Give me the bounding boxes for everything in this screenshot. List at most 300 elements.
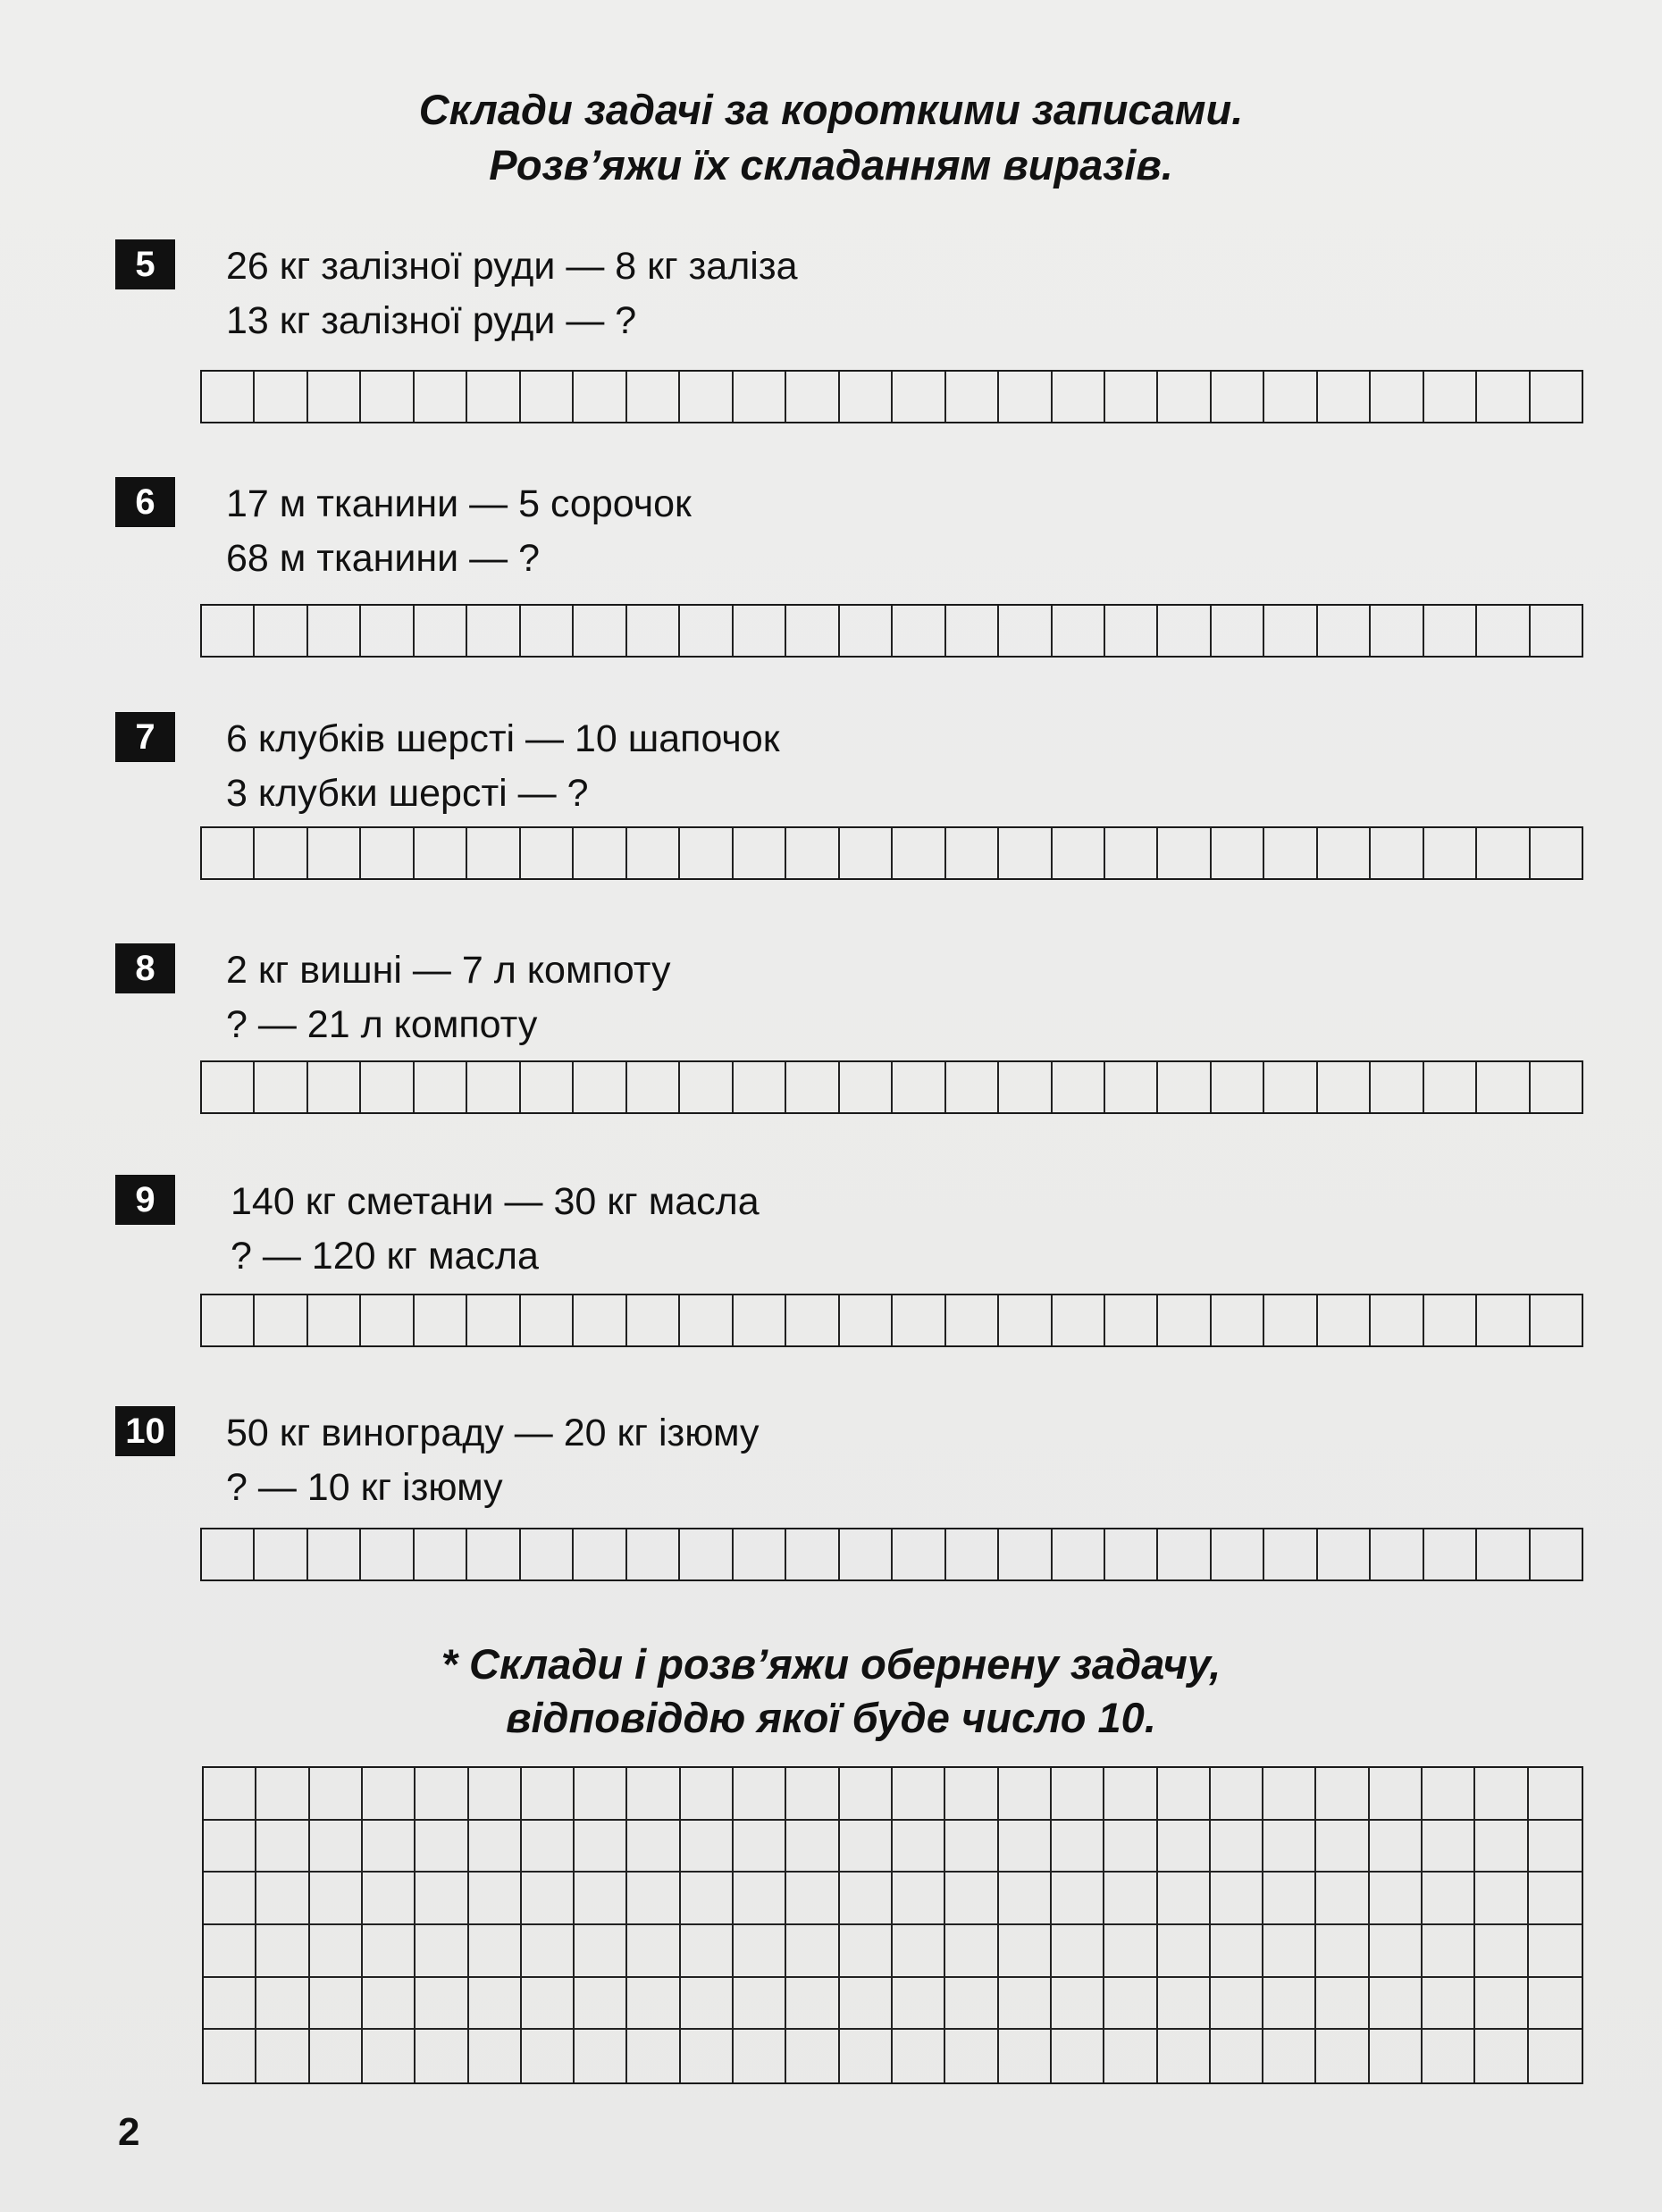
answer-cell[interactable] (1424, 828, 1477, 878)
grid-cell[interactable] (1316, 1925, 1369, 1978)
grid-cell[interactable] (575, 1925, 627, 1978)
answer-cell[interactable] (999, 1295, 1052, 1345)
answer-cell[interactable] (1424, 372, 1477, 422)
answer-row[interactable] (200, 1060, 1583, 1114)
answer-cell[interactable] (361, 1529, 414, 1579)
grid-cell[interactable] (1263, 2030, 1316, 2082)
grid-cell[interactable] (1529, 1978, 1582, 2031)
grid-cell[interactable] (1052, 1925, 1104, 1978)
grid-cell[interactable] (627, 1768, 680, 1821)
answer-cell[interactable] (1371, 1062, 1423, 1112)
grid-cell[interactable] (945, 2030, 998, 2082)
answer-cell[interactable] (627, 1529, 680, 1579)
answer-cell[interactable] (893, 828, 945, 878)
grid-cell[interactable] (1104, 1978, 1157, 2031)
grid-cell[interactable] (1316, 2030, 1369, 2082)
grid-cell[interactable] (1316, 1873, 1369, 1925)
answer-cell[interactable] (1477, 1529, 1530, 1579)
answer-cell[interactable] (734, 1062, 786, 1112)
grid-cell[interactable] (416, 1873, 468, 1925)
answer-cell[interactable] (255, 828, 307, 878)
grid-cell[interactable] (522, 1768, 575, 1821)
answer-cell[interactable] (202, 1295, 255, 1345)
answer-cell[interactable] (786, 372, 839, 422)
grid-cell[interactable] (1423, 1768, 1475, 1821)
answer-cell[interactable] (1158, 1295, 1211, 1345)
grid-cell[interactable] (363, 1821, 416, 1873)
answer-cell[interactable] (1158, 1062, 1211, 1112)
answer-cell[interactable] (1105, 1062, 1158, 1112)
answer-cell[interactable] (1371, 606, 1423, 656)
grid-cell[interactable] (575, 1768, 627, 1821)
grid-cell[interactable] (204, 1978, 256, 2031)
grid-cell[interactable] (416, 1821, 468, 1873)
grid-cell[interactable] (1423, 1978, 1475, 2031)
answer-cell[interactable] (202, 828, 255, 878)
answer-cell[interactable] (1053, 1062, 1105, 1112)
grid-cell[interactable] (1104, 2030, 1157, 2082)
answer-cell[interactable] (255, 372, 307, 422)
answer-cell[interactable] (1531, 1529, 1582, 1579)
answer-cell[interactable] (893, 372, 945, 422)
grid-cell[interactable] (1263, 1821, 1316, 1873)
answer-cell[interactable] (734, 606, 786, 656)
answer-cell[interactable] (1531, 606, 1582, 656)
answer-cell[interactable] (627, 1062, 680, 1112)
grid-cell[interactable] (310, 2030, 363, 2082)
grid-cell[interactable] (786, 1978, 839, 2031)
grid-cell[interactable] (522, 1821, 575, 1873)
answer-cell[interactable] (1264, 1295, 1317, 1345)
grid-cell[interactable] (1104, 1768, 1157, 1821)
answer-cell[interactable] (574, 1529, 626, 1579)
answer-cell[interactable] (361, 606, 414, 656)
answer-cell[interactable] (893, 1062, 945, 1112)
grid-cell[interactable] (310, 1768, 363, 1821)
grid-cell[interactable] (627, 1925, 680, 1978)
answer-cell[interactable] (1371, 372, 1423, 422)
grid-cell[interactable] (469, 1978, 522, 2031)
answer-grid[interactable] (202, 1766, 1583, 2084)
answer-cell[interactable] (893, 1529, 945, 1579)
answer-cell[interactable] (202, 606, 255, 656)
answer-row[interactable] (200, 604, 1583, 658)
answer-cell[interactable] (574, 828, 626, 878)
grid-cell[interactable] (256, 1873, 309, 1925)
grid-cell[interactable] (999, 1925, 1052, 1978)
grid-cell[interactable] (1529, 1768, 1582, 1821)
answer-cell[interactable] (521, 1062, 574, 1112)
grid-cell[interactable] (1211, 1925, 1263, 1978)
answer-cell[interactable] (893, 606, 945, 656)
answer-cell[interactable] (1371, 1295, 1423, 1345)
grid-cell[interactable] (945, 1925, 998, 1978)
answer-cell[interactable] (786, 606, 839, 656)
answer-cell[interactable] (1424, 1529, 1477, 1579)
grid-cell[interactable] (840, 1978, 893, 2031)
grid-cell[interactable] (1052, 1978, 1104, 2031)
answer-cell[interactable] (1318, 1062, 1371, 1112)
answer-cell[interactable] (1212, 372, 1264, 422)
answer-cell[interactable] (1318, 1529, 1371, 1579)
answer-cell[interactable] (1053, 606, 1105, 656)
grid-cell[interactable] (1370, 2030, 1423, 2082)
grid-cell[interactable] (1423, 2030, 1475, 2082)
grid-cell[interactable] (1052, 1768, 1104, 1821)
grid-cell[interactable] (416, 1978, 468, 2031)
grid-cell[interactable] (681, 1925, 734, 1978)
answer-cell[interactable] (1212, 828, 1264, 878)
grid-cell[interactable] (1158, 1978, 1211, 2031)
answer-cell[interactable] (1053, 372, 1105, 422)
grid-cell[interactable] (1475, 1925, 1528, 1978)
answer-cell[interactable] (840, 1062, 893, 1112)
grid-cell[interactable] (840, 2030, 893, 2082)
answer-cell[interactable] (734, 1529, 786, 1579)
grid-cell[interactable] (1263, 1873, 1316, 1925)
answer-cell[interactable] (1477, 828, 1530, 878)
grid-cell[interactable] (1211, 1768, 1263, 1821)
answer-cell[interactable] (415, 372, 467, 422)
answer-cell[interactable] (680, 828, 733, 878)
grid-cell[interactable] (945, 1873, 998, 1925)
answer-cell[interactable] (255, 1529, 307, 1579)
grid-cell[interactable] (363, 2030, 416, 2082)
answer-cell[interactable] (574, 1062, 626, 1112)
grid-cell[interactable] (627, 1873, 680, 1925)
grid-cell[interactable] (1529, 1925, 1582, 1978)
answer-cell[interactable] (734, 828, 786, 878)
answer-cell[interactable] (1105, 828, 1158, 878)
grid-cell[interactable] (999, 1768, 1052, 1821)
grid-cell[interactable] (734, 1768, 786, 1821)
answer-cell[interactable] (1477, 372, 1530, 422)
answer-row[interactable] (200, 1294, 1583, 1347)
grid-cell[interactable] (734, 1925, 786, 1978)
grid-cell[interactable] (734, 1978, 786, 2031)
grid-cell[interactable] (310, 1925, 363, 1978)
answer-cell[interactable] (1318, 372, 1371, 422)
grid-cell[interactable] (1158, 2030, 1211, 2082)
answer-cell[interactable] (1531, 828, 1582, 878)
grid-cell[interactable] (522, 1873, 575, 1925)
answer-cell[interactable] (1158, 606, 1211, 656)
grid-cell[interactable] (310, 1978, 363, 2031)
answer-cell[interactable] (840, 372, 893, 422)
answer-cell[interactable] (1212, 1062, 1264, 1112)
answer-cell[interactable] (415, 1529, 467, 1579)
grid-cell[interactable] (786, 1821, 839, 1873)
answer-cell[interactable] (1318, 606, 1371, 656)
answer-cell[interactable] (308, 1295, 361, 1345)
grid-cell[interactable] (1052, 2030, 1104, 2082)
answer-cell[interactable] (1531, 372, 1582, 422)
answer-cell[interactable] (840, 828, 893, 878)
grid-cell[interactable] (1263, 1925, 1316, 1978)
grid-cell[interactable] (1104, 1873, 1157, 1925)
grid-cell[interactable] (627, 2030, 680, 2082)
answer-cell[interactable] (1424, 1062, 1477, 1112)
answer-cell[interactable] (734, 372, 786, 422)
grid-cell[interactable] (1263, 1768, 1316, 1821)
answer-cell[interactable] (467, 1062, 520, 1112)
grid-cell[interactable] (416, 1768, 468, 1821)
grid-cell[interactable] (256, 1978, 309, 2031)
answer-cell[interactable] (1158, 372, 1211, 422)
grid-cell[interactable] (681, 1873, 734, 1925)
answer-cell[interactable] (574, 372, 626, 422)
grid-cell[interactable] (1529, 2030, 1582, 2082)
grid-cell[interactable] (627, 1978, 680, 2031)
answer-cell[interactable] (361, 1062, 414, 1112)
answer-cell[interactable] (1477, 606, 1530, 656)
answer-cell[interactable] (786, 828, 839, 878)
answer-cell[interactable] (627, 372, 680, 422)
grid-cell[interactable] (204, 1768, 256, 1821)
answer-cell[interactable] (1318, 828, 1371, 878)
answer-cell[interactable] (308, 1529, 361, 1579)
grid-cell[interactable] (893, 2030, 945, 2082)
answer-cell[interactable] (308, 1062, 361, 1112)
grid-cell[interactable] (522, 1978, 575, 2031)
grid-cell[interactable] (256, 1925, 309, 1978)
answer-cell[interactable] (1531, 1295, 1582, 1345)
grid-cell[interactable] (1370, 1925, 1423, 1978)
grid-cell[interactable] (1475, 1978, 1528, 2031)
answer-cell[interactable] (308, 828, 361, 878)
answer-cell[interactable] (999, 606, 1052, 656)
grid-cell[interactable] (999, 1978, 1052, 2031)
grid-cell[interactable] (204, 2030, 256, 2082)
answer-cell[interactable] (521, 828, 574, 878)
grid-cell[interactable] (734, 2030, 786, 2082)
grid-cell[interactable] (999, 2030, 1052, 2082)
answer-cell[interactable] (680, 606, 733, 656)
answer-cell[interactable] (1212, 606, 1264, 656)
grid-cell[interactable] (786, 2030, 839, 2082)
answer-cell[interactable] (1105, 372, 1158, 422)
answer-cell[interactable] (999, 1062, 1052, 1112)
answer-cell[interactable] (1053, 1529, 1105, 1579)
grid-cell[interactable] (999, 1821, 1052, 1873)
grid-cell[interactable] (204, 1873, 256, 1925)
answer-cell[interactable] (680, 1062, 733, 1112)
answer-cell[interactable] (946, 1062, 999, 1112)
grid-cell[interactable] (363, 1978, 416, 2031)
grid-cell[interactable] (786, 1768, 839, 1821)
answer-cell[interactable] (415, 606, 467, 656)
grid-cell[interactable] (469, 1821, 522, 1873)
grid-cell[interactable] (999, 1873, 1052, 1925)
grid-cell[interactable] (1104, 1821, 1157, 1873)
answer-row[interactable] (200, 826, 1583, 880)
answer-cell[interactable] (893, 1295, 945, 1345)
answer-cell[interactable] (361, 1295, 414, 1345)
grid-cell[interactable] (840, 1925, 893, 1978)
grid-cell[interactable] (469, 1873, 522, 1925)
grid-cell[interactable] (1211, 1821, 1263, 1873)
answer-cell[interactable] (946, 606, 999, 656)
grid-cell[interactable] (1370, 1978, 1423, 2031)
grid-cell[interactable] (1475, 1821, 1528, 1873)
grid-cell[interactable] (840, 1821, 893, 1873)
answer-cell[interactable] (574, 1295, 626, 1345)
grid-cell[interactable] (204, 1925, 256, 1978)
answer-cell[interactable] (202, 1062, 255, 1112)
grid-cell[interactable] (1211, 2030, 1263, 2082)
answer-cell[interactable] (361, 828, 414, 878)
grid-cell[interactable] (893, 1768, 945, 1821)
answer-cell[interactable] (255, 1062, 307, 1112)
grid-cell[interactable] (681, 1768, 734, 1821)
answer-cell[interactable] (1264, 1529, 1317, 1579)
answer-cell[interactable] (946, 372, 999, 422)
grid-cell[interactable] (1158, 1768, 1211, 1821)
answer-cell[interactable] (999, 372, 1052, 422)
grid-cell[interactable] (363, 1925, 416, 1978)
answer-cell[interactable] (946, 1529, 999, 1579)
answer-cell[interactable] (1477, 1062, 1530, 1112)
answer-cell[interactable] (1053, 1295, 1105, 1345)
grid-cell[interactable] (256, 1768, 309, 1821)
answer-cell[interactable] (1158, 1529, 1211, 1579)
answer-cell[interactable] (840, 606, 893, 656)
grid-cell[interactable] (310, 1821, 363, 1873)
grid-cell[interactable] (1158, 1873, 1211, 1925)
grid-cell[interactable] (1423, 1925, 1475, 1978)
answer-cell[interactable] (946, 1295, 999, 1345)
grid-cell[interactable] (945, 1978, 998, 2031)
answer-cell[interactable] (415, 828, 467, 878)
grid-cell[interactable] (522, 2030, 575, 2082)
grid-cell[interactable] (204, 1821, 256, 1873)
answer-cell[interactable] (1477, 1295, 1530, 1345)
grid-cell[interactable] (1475, 1873, 1528, 1925)
answer-cell[interactable] (1105, 1295, 1158, 1345)
grid-cell[interactable] (1316, 1821, 1369, 1873)
answer-cell[interactable] (999, 1529, 1052, 1579)
answer-cell[interactable] (574, 606, 626, 656)
answer-cell[interactable] (680, 372, 733, 422)
answer-cell[interactable] (361, 372, 414, 422)
grid-cell[interactable] (786, 1925, 839, 1978)
grid-cell[interactable] (1423, 1873, 1475, 1925)
grid-cell[interactable] (469, 2030, 522, 2082)
grid-cell[interactable] (945, 1768, 998, 1821)
grid-cell[interactable] (256, 1821, 309, 1873)
answer-cell[interactable] (999, 828, 1052, 878)
grid-cell[interactable] (734, 1821, 786, 1873)
grid-cell[interactable] (681, 2030, 734, 2082)
grid-cell[interactable] (522, 1925, 575, 1978)
answer-cell[interactable] (467, 606, 520, 656)
grid-cell[interactable] (363, 1768, 416, 1821)
grid-cell[interactable] (1316, 1768, 1369, 1821)
answer-cell[interactable] (627, 1295, 680, 1345)
grid-cell[interactable] (1052, 1873, 1104, 1925)
answer-cell[interactable] (1264, 606, 1317, 656)
answer-cell[interactable] (202, 1529, 255, 1579)
answer-cell[interactable] (786, 1295, 839, 1345)
answer-cell[interactable] (202, 372, 255, 422)
grid-cell[interactable] (681, 1978, 734, 2031)
grid-cell[interactable] (1211, 1873, 1263, 1925)
answer-cell[interactable] (255, 1295, 307, 1345)
grid-cell[interactable] (363, 1873, 416, 1925)
answer-cell[interactable] (1424, 1295, 1477, 1345)
answer-cell[interactable] (1264, 1062, 1317, 1112)
answer-cell[interactable] (521, 1295, 574, 1345)
answer-cell[interactable] (521, 372, 574, 422)
answer-cell[interactable] (255, 606, 307, 656)
answer-cell[interactable] (415, 1062, 467, 1112)
answer-cell[interactable] (840, 1295, 893, 1345)
answer-cell[interactable] (467, 372, 520, 422)
answer-cell[interactable] (1105, 606, 1158, 656)
grid-cell[interactable] (893, 1821, 945, 1873)
answer-cell[interactable] (308, 372, 361, 422)
grid-cell[interactable] (840, 1768, 893, 1821)
grid-cell[interactable] (1052, 1821, 1104, 1873)
grid-cell[interactable] (840, 1873, 893, 1925)
answer-cell[interactable] (627, 606, 680, 656)
grid-cell[interactable] (893, 1873, 945, 1925)
answer-cell[interactable] (627, 828, 680, 878)
grid-cell[interactable] (575, 1978, 627, 2031)
answer-cell[interactable] (1212, 1295, 1264, 1345)
grid-cell[interactable] (575, 1821, 627, 1873)
grid-cell[interactable] (1370, 1768, 1423, 1821)
answer-cell[interactable] (734, 1295, 786, 1345)
grid-cell[interactable] (1316, 1978, 1369, 2031)
grid-cell[interactable] (416, 2030, 468, 2082)
answer-cell[interactable] (680, 1295, 733, 1345)
answer-cell[interactable] (467, 828, 520, 878)
grid-cell[interactable] (256, 2030, 309, 2082)
grid-cell[interactable] (469, 1925, 522, 1978)
answer-cell[interactable] (521, 1529, 574, 1579)
grid-cell[interactable] (627, 1821, 680, 1873)
answer-cell[interactable] (467, 1295, 520, 1345)
answer-cell[interactable] (467, 1529, 520, 1579)
answer-cell[interactable] (840, 1529, 893, 1579)
grid-cell[interactable] (945, 1821, 998, 1873)
answer-cell[interactable] (1158, 828, 1211, 878)
grid-cell[interactable] (575, 1873, 627, 1925)
answer-cell[interactable] (1212, 1529, 1264, 1579)
grid-cell[interactable] (893, 1978, 945, 2031)
answer-row[interactable] (200, 370, 1583, 423)
answer-cell[interactable] (1318, 1295, 1371, 1345)
grid-cell[interactable] (1263, 1978, 1316, 2031)
grid-cell[interactable] (310, 1873, 363, 1925)
grid-cell[interactable] (416, 1925, 468, 1978)
answer-cell[interactable] (1371, 828, 1423, 878)
answer-cell[interactable] (308, 606, 361, 656)
grid-cell[interactable] (1529, 1821, 1582, 1873)
grid-cell[interactable] (893, 1925, 945, 1978)
grid-cell[interactable] (1475, 1768, 1528, 1821)
grid-cell[interactable] (1423, 1821, 1475, 1873)
answer-cell[interactable] (680, 1529, 733, 1579)
answer-cell[interactable] (786, 1062, 839, 1112)
grid-cell[interactable] (1529, 1873, 1582, 1925)
grid-cell[interactable] (734, 1873, 786, 1925)
answer-cell[interactable] (1371, 1529, 1423, 1579)
grid-cell[interactable] (575, 2030, 627, 2082)
grid-cell[interactable] (786, 1873, 839, 1925)
answer-cell[interactable] (1264, 828, 1317, 878)
